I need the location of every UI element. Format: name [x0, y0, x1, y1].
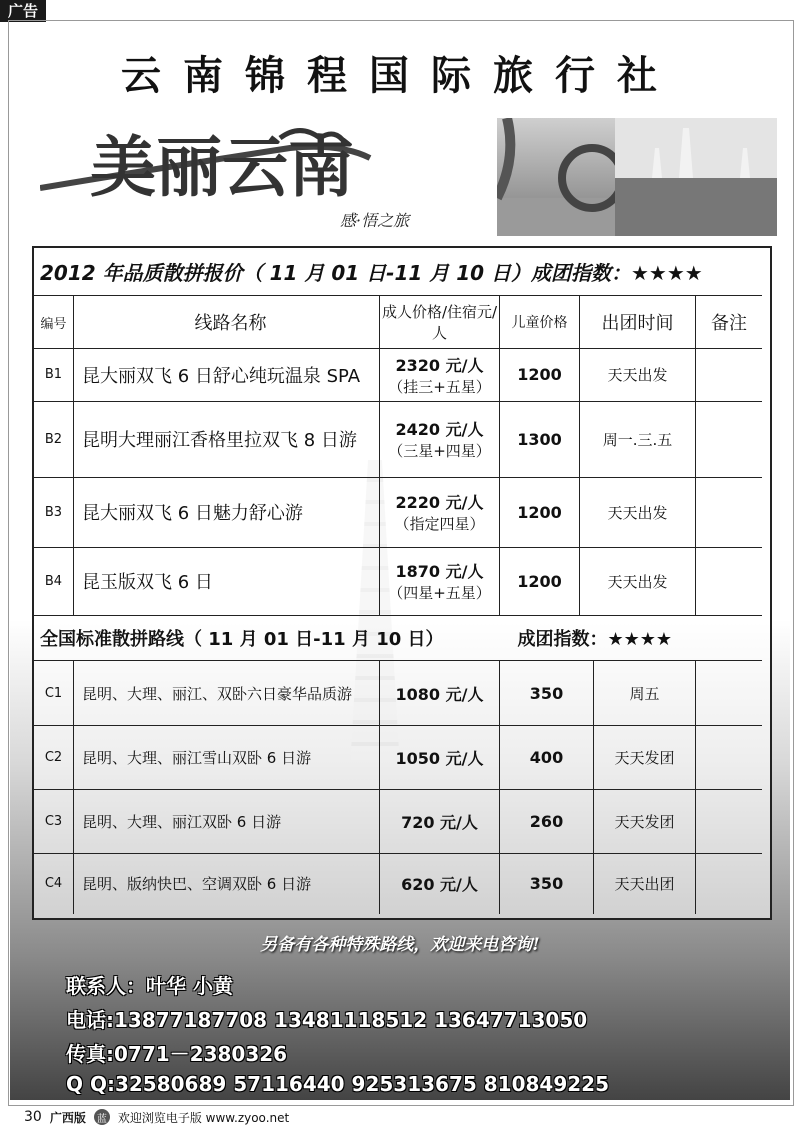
- adult-price: 2220 元/人: [395, 493, 484, 512]
- route-name: 昆大丽双飞 6 日魅力舒心游: [74, 477, 380, 547]
- note: [696, 789, 762, 853]
- departure: 天天出发: [580, 348, 696, 401]
- section2-title: 全国标准散拼路线（ 11 月 01 日-11 月 10 日）: [40, 628, 444, 650]
- child-price: 1200: [500, 547, 580, 615]
- departure: 天天出团: [594, 853, 696, 914]
- note: [696, 725, 762, 789]
- table-row: [34, 853, 762, 914]
- contact-qq: Q Q:32580689 57116440 925313675 810849225: [66, 1072, 609, 1096]
- header-route: 线路名称: [74, 296, 380, 348]
- route-name: 昆明、大理、丽江双卧 6 日游: [74, 789, 380, 853]
- route-name: 昆明、版纳快巴、空调双卧 6 日游: [74, 853, 380, 914]
- waterwheel-photo: [497, 118, 615, 236]
- departure: 天天发团: [594, 725, 696, 789]
- header-no: 编号: [34, 296, 74, 348]
- route-no: C3: [34, 789, 74, 853]
- route-no: C2: [34, 725, 74, 789]
- departure: 天天出发: [580, 547, 696, 615]
- ad-tag: 广告: [0, 0, 46, 22]
- adult-price: 1050 元/人: [380, 725, 500, 789]
- departure: 周一.三.五: [580, 401, 696, 477]
- table-row: [34, 547, 762, 616]
- adult-price: 2420 元/人: [395, 420, 484, 439]
- section1-title: 2012 年品质散拼报价（ 11 月 01 日-11 月 10 日）成团指数：★★★★: [34, 248, 762, 296]
- adult-price: 1870 元/人: [395, 562, 484, 581]
- contact-phone: 电话:13877187708 13481118512 13647713050: [66, 1008, 588, 1032]
- adult-price: 2320 元/人: [395, 355, 484, 375]
- edition-label: 广西版: [49, 1110, 86, 1125]
- route-no: B2: [34, 401, 74, 477]
- child-price: 350: [500, 853, 594, 914]
- route-price: [380, 348, 500, 401]
- hotel-level: （挂三+五星）: [388, 377, 491, 396]
- route-name: 昆玉版双飞 6 日: [74, 547, 380, 615]
- contact-fax: 传真:0771－2380326: [66, 1042, 288, 1066]
- route-no: B3: [34, 477, 74, 547]
- promo-text: 另备有各种特殊路线，欢迎来电咨询!: [260, 935, 540, 955]
- table-row: [34, 477, 762, 548]
- adult-price: 620 元/人: [380, 853, 500, 914]
- table-row: [34, 348, 762, 402]
- hotel-level: （指定四星）: [394, 515, 485, 533]
- route-price: [380, 547, 500, 615]
- header-adult-price: 成人价格/住宿元/人: [380, 296, 500, 348]
- route-name: 昆明、大理、丽江、双卧六日豪华品质游: [74, 661, 380, 725]
- departure: 天天发团: [594, 789, 696, 853]
- note: [696, 547, 762, 615]
- route-no: B4: [34, 547, 74, 615]
- route-price: [380, 477, 500, 547]
- logo-char-1: 美丽云南: [90, 128, 354, 206]
- table-row: [34, 401, 762, 478]
- note: [696, 477, 762, 547]
- route-no: C1: [34, 661, 74, 725]
- child-price: 350: [500, 661, 594, 725]
- route-price: [380, 401, 500, 477]
- child-price: 400: [500, 725, 594, 789]
- adult-price: 1080 元/人: [380, 661, 500, 725]
- adult-price: 720 元/人: [380, 789, 500, 853]
- route-no: C4: [34, 853, 74, 914]
- hotel-level: （三星+四星）: [388, 442, 491, 460]
- section2-title-row: [34, 615, 762, 661]
- route-no: B1: [34, 348, 74, 401]
- departure: 周五: [594, 661, 696, 725]
- badge-icon: 蓝: [94, 1109, 110, 1125]
- child-price: 1200: [500, 477, 580, 547]
- table-row: [34, 725, 762, 790]
- header-child-price: 儿童价格: [500, 296, 580, 348]
- page-number: 30: [24, 1109, 42, 1125]
- section2-index: 成团指数：★★★★: [517, 628, 672, 650]
- child-price: 1200: [500, 348, 580, 401]
- table-row: [34, 789, 762, 854]
- note: [696, 853, 762, 914]
- header-departure: 出团时间: [580, 296, 696, 348]
- page-footer: [0, 1106, 800, 1128]
- table-header-row: [34, 296, 762, 349]
- contact-person: 联系人：叶华 小黄: [66, 974, 233, 998]
- agency-title: 云南锦程国际旅行社: [121, 52, 679, 99]
- note: [696, 401, 762, 477]
- footer-text: 欢迎浏览电子版 www.zyoo.net: [117, 1110, 290, 1125]
- header-notes: 备注: [711, 313, 747, 334]
- child-price: 1300: [500, 401, 580, 477]
- table-row: [34, 661, 762, 726]
- route-name: 昆明大理丽江香格里拉双飞 8 日游: [74, 401, 380, 477]
- departure: 天天出发: [580, 477, 696, 547]
- logo-subtitle: 感·悟之旅: [340, 211, 410, 230]
- note: [696, 661, 762, 725]
- beautiful-yunnan-logo: [40, 118, 500, 238]
- note: [696, 348, 762, 401]
- three-pagodas-photo: [615, 118, 777, 236]
- child-price: 260: [500, 789, 594, 853]
- route-name: 昆明、大理、丽江雪山双卧 6 日游: [74, 725, 380, 789]
- route-name: 昆大丽双飞 6 日舒心纯玩温泉 SPA: [74, 348, 380, 401]
- hotel-level: （四星+五星）: [388, 584, 491, 602]
